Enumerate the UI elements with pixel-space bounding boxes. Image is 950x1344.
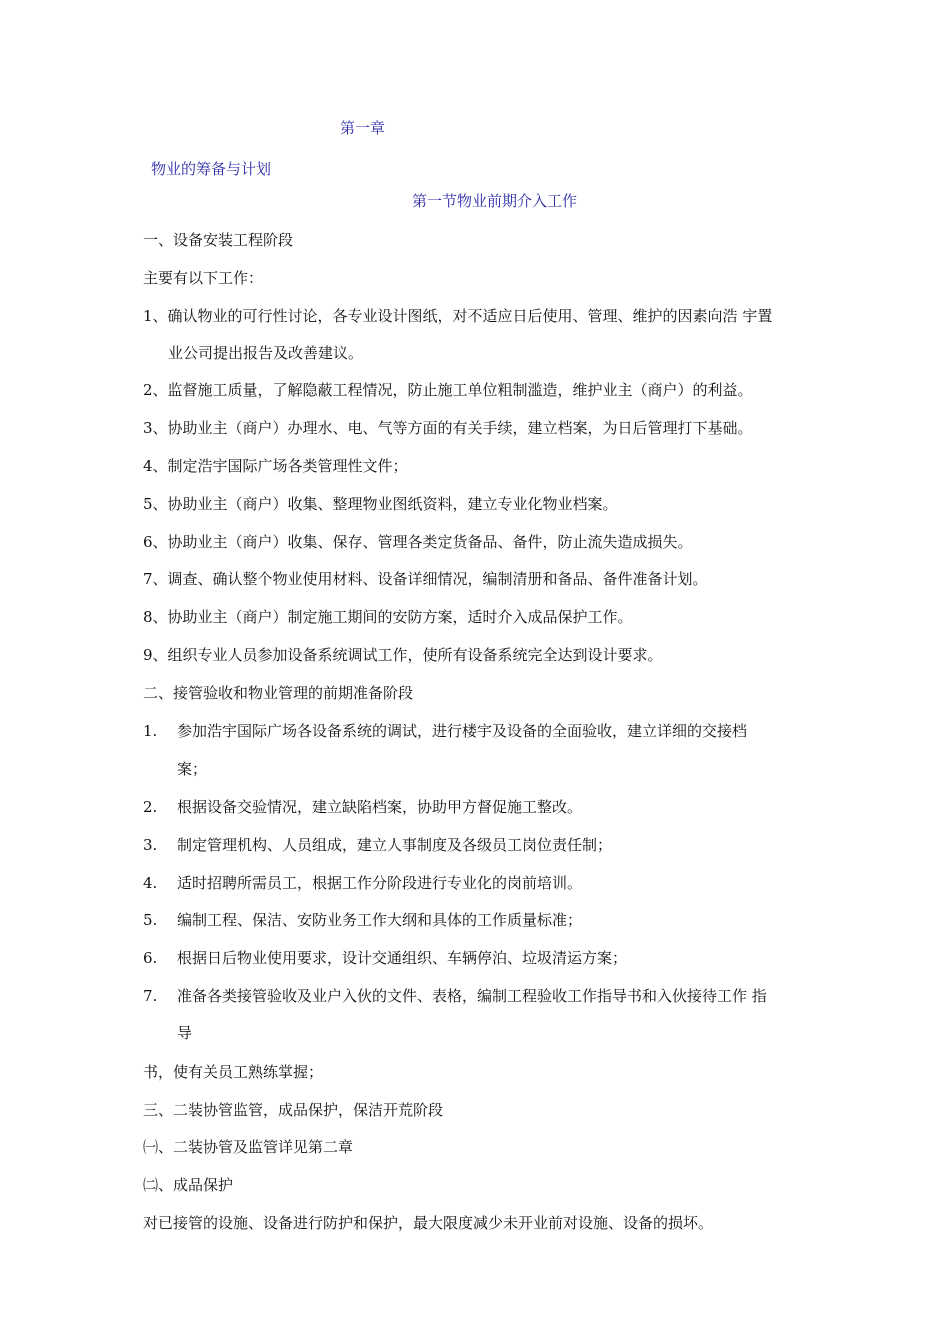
part2-item-2-text: 根据设备交验情况，建立缺陷档案，协助甲方督促施工整改。	[177, 798, 583, 816]
part2-item-1-number: 1.	[143, 722, 158, 740]
part2-item-5-text: 编制工程、保洁、安防业务工作大纲和具体的工作质量标准；	[177, 911, 583, 929]
part2-item-7-cont	[143, 1023, 192, 1043]
part2-item-3-number: 3.	[143, 836, 158, 854]
part2-item-3	[143, 835, 612, 855]
part2-item-1-cont	[143, 759, 207, 779]
part2-item-1	[143, 721, 747, 741]
part1-item-8: 8、协助业主（商户）制定施工期间的安防方案，适时介入成品保护工作。	[143, 608, 633, 626]
part2-heading: 二、接管验收和物业管理的前期准备阶段	[143, 684, 414, 702]
part2-item-4	[143, 873, 582, 893]
part1-heading: 一、设备安装工程阶段	[143, 231, 294, 249]
section-title: 第一节物业前期介入工作	[412, 192, 578, 210]
part2-item-5-number: 5.	[143, 911, 158, 929]
part1-item-7: 7、调查、确认整个物业使用材料、设备详细情况，编制清册和备品、备件准备计划。	[143, 570, 708, 588]
part2-item-6-text: 根据日后物业使用要求，设计交通组织、车辆停泊、垃圾清运方案；	[177, 949, 628, 967]
part2-item-7-text: 准备各类接管验收及业户入伙的文件、表格，编制工程验收工作指导书和入伙接待工作 指	[177, 987, 767, 1005]
part2-item-2	[143, 797, 582, 817]
part2-item-1-cont-text: 案；	[177, 760, 208, 778]
part1-item-3: 3、协助业主（商户）办理水、电、气等方面的有关手续，建立档案，为日后管理打下基础。	[143, 419, 753, 437]
part3-subheading-2: ㈡、成品保护	[143, 1176, 234, 1194]
part1-item-4: 4、制定浩宇国际广场各类管理性文件；	[143, 457, 408, 475]
part2-item-6	[143, 948, 627, 968]
part1-item-6: 6、协助业主（商户）收集、保存、管理各类定货备品、备件，防止流失造成损失。	[143, 533, 693, 551]
part2-item-7	[143, 986, 767, 1006]
part2-item-7-number: 7.	[143, 987, 158, 1005]
chapter-title: 物业的筹备与计划	[151, 160, 272, 178]
part2-item-4-text: 适时招聘所需员工，根据工作分阶段进行专业化的岗前培训。	[177, 874, 583, 892]
part1-item-5: 5、协助业主（商户）收集、整理物业图纸资料，建立专业化物业档案。	[143, 495, 618, 513]
part1-item-9: 9、组织专业人员参加设备系统调试工作，使所有设备系统完全达到设计要求。	[143, 646, 663, 664]
part2-item-2-number: 2.	[143, 798, 158, 816]
part1-item-1-cont: 业公司提出报告及改善建议。	[168, 344, 364, 362]
part2-item-7-cont-text: 导	[177, 1024, 193, 1042]
part3-subheading-1: ㈠、二装协管及监管详见第二章	[143, 1138, 354, 1156]
part3-paragraph: 对已接管的设施、设备进行防护和保护，最大限度减少未开业前对设施、设备的损坏。	[143, 1214, 714, 1232]
part2-item-6-number: 6.	[143, 949, 158, 967]
part2-item-1-text: 参加浩宇国际广场各设备系统的调试，进行楼宇及设备的全面验收，建立详细的交接档	[177, 722, 748, 740]
part2-tail: 书，使有关员工熟练掌握；	[143, 1063, 324, 1081]
part2-item-4-number: 4.	[143, 874, 158, 892]
part2-item-3-text: 制定管理机构、人员组成，建立人事制度及各级员工岗位责任制；	[177, 836, 613, 854]
chapter-label: 第一章	[340, 119, 386, 137]
part1-item-2: 2、监督施工质量，了解隐蔽工程情况，防止施工单位粗制滥造，维护业主（商户）的利益。	[143, 381, 753, 399]
part2-item-5	[143, 910, 582, 930]
part3-heading: 三、二装协管监管，成品保护，保洁开荒阶段	[143, 1101, 444, 1119]
part1-item-1: 1、确认物业的可行性讨论，各专业设计图纸，对不适应日后使用、管理、维护的因素向浩 宇置	[143, 307, 773, 325]
part1-intro: 主要有以下工作：	[143, 269, 264, 287]
